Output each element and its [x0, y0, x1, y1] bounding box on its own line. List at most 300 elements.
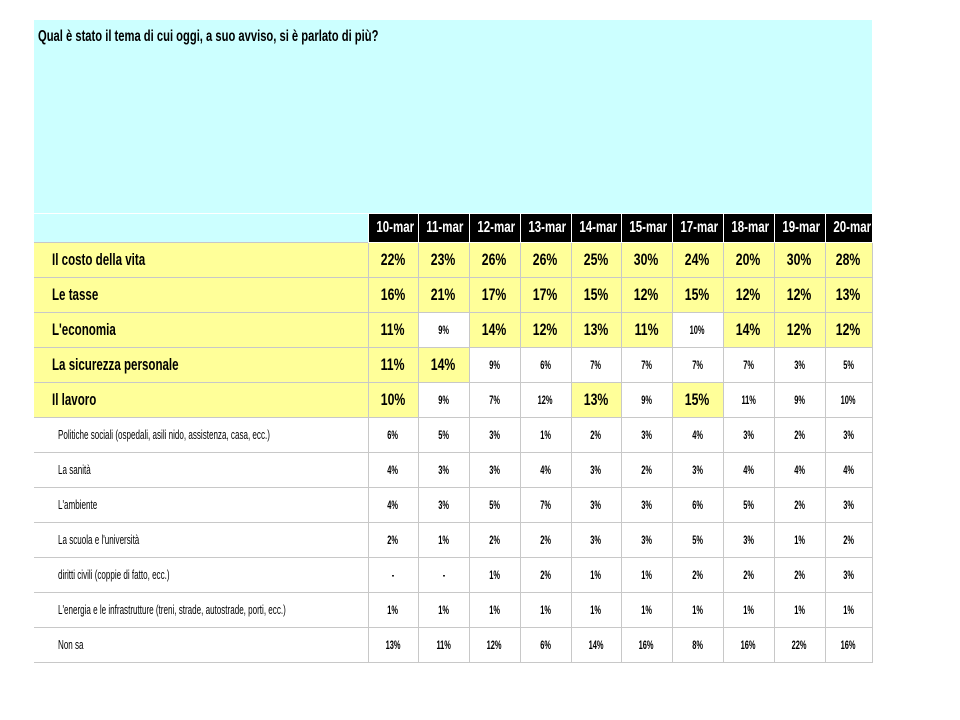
column-header-label: 10-mar	[375, 219, 414, 236]
value-cell	[571, 488, 621, 523]
column-header-label: 18-mar	[730, 219, 769, 236]
value-cell	[368, 313, 418, 348]
cell-value: 12%	[787, 285, 812, 304]
cell-value: 28%	[836, 250, 861, 269]
value-cell	[571, 593, 621, 628]
cell-value: 3%	[489, 463, 500, 477]
value-cell	[621, 593, 672, 628]
cell-value: 13%	[583, 320, 609, 339]
cell-value: 21%	[431, 285, 456, 304]
value-cell	[825, 453, 872, 488]
row-label: Le tasse	[52, 285, 99, 304]
value-cell	[418, 453, 469, 488]
value-cell	[520, 628, 571, 663]
cell-value: 4%	[387, 498, 399, 512]
cell-value: 3%	[743, 533, 754, 547]
cell-value: 11%	[741, 393, 756, 407]
cell-value: 10%	[841, 393, 856, 407]
cell-value: 2%	[590, 428, 602, 442]
value-cell	[672, 523, 723, 558]
value-cell	[418, 348, 469, 383]
cell-value: 11%	[381, 355, 405, 374]
value-cell	[723, 348, 774, 383]
cell-value: 1%	[438, 603, 449, 617]
cell-value: 4%	[843, 463, 854, 477]
value-cell	[621, 313, 672, 348]
value-cell	[418, 278, 469, 313]
cell-value: 16%	[741, 638, 756, 652]
table-row	[34, 558, 872, 593]
value-cell	[723, 313, 774, 348]
value-cell	[621, 628, 672, 663]
row-label-cell	[34, 243, 368, 278]
column-header-label: 15-mar	[628, 219, 667, 236]
value-cell	[520, 418, 571, 453]
cell-value: 1%	[489, 603, 500, 617]
value-cell	[571, 243, 621, 278]
cell-value: 2%	[489, 533, 500, 547]
cell-value: 15%	[685, 285, 710, 304]
cell-value: 1%	[692, 603, 703, 617]
value-cell	[418, 243, 469, 278]
value-cell	[621, 523, 672, 558]
value-cell	[368, 523, 418, 558]
cell-value: 12%	[634, 285, 659, 304]
row-label: diritti civili (coppie di fatto, ecc.)	[58, 567, 170, 582]
value-cell	[621, 383, 672, 418]
cell-value: 24%	[685, 250, 710, 269]
column-header-label: 11-mar	[425, 219, 463, 236]
cell-value: 7%	[641, 358, 652, 372]
value-cell	[571, 348, 621, 383]
row-label: L'economia	[52, 320, 116, 339]
cell-value: 6%	[387, 428, 399, 442]
table-row	[34, 453, 872, 488]
value-cell	[723, 278, 774, 313]
header-blank-cell	[34, 214, 368, 243]
row-label-cell	[34, 278, 368, 313]
cell-value: 1%	[590, 603, 602, 617]
cell-value: 15%	[583, 285, 609, 304]
cell-value: 16%	[380, 285, 406, 304]
value-cell	[774, 523, 825, 558]
value-cell	[723, 418, 774, 453]
results-table	[34, 213, 873, 663]
cell-value: 3%	[794, 358, 805, 372]
value-cell	[368, 278, 418, 313]
value-cell	[672, 593, 723, 628]
cell-value: 22%	[792, 638, 807, 652]
value-cell	[368, 628, 418, 663]
value-cell	[469, 383, 520, 418]
value-cell	[774, 313, 825, 348]
value-cell	[621, 243, 672, 278]
value-cell	[723, 453, 774, 488]
cell-value: 5%	[692, 533, 703, 547]
row-label-cell	[34, 383, 368, 418]
value-cell	[368, 558, 418, 593]
cell-value: 17%	[533, 285, 558, 304]
cell-value: 5%	[743, 498, 754, 512]
column-header	[571, 214, 621, 243]
value-cell	[825, 593, 872, 628]
row-label-cell	[34, 593, 368, 628]
value-cell	[825, 278, 872, 313]
cell-value: 5%	[843, 358, 854, 372]
cell-value: 2%	[540, 568, 551, 582]
value-cell	[520, 523, 571, 558]
row-label-cell	[34, 453, 368, 488]
cell-value: 1%	[590, 568, 602, 582]
cell-value: 3%	[843, 568, 854, 582]
value-cell	[723, 558, 774, 593]
row-label: Il lavoro	[52, 390, 97, 409]
cell-value: 13%	[836, 285, 861, 304]
cell-value: 1%	[843, 603, 854, 617]
value-cell	[469, 523, 520, 558]
cell-value: 1%	[641, 568, 652, 582]
cell-value: 7%	[489, 393, 500, 407]
value-cell	[368, 488, 418, 523]
value-cell	[368, 418, 418, 453]
cell-value: 13%	[583, 390, 609, 409]
row-label: La sanità	[58, 462, 91, 477]
row-label-cell	[34, 628, 368, 663]
table-row	[34, 593, 872, 628]
cell-value: 3%	[641, 533, 652, 547]
value-cell	[774, 628, 825, 663]
value-cell	[825, 313, 872, 348]
cell-value: 9%	[438, 393, 449, 407]
cell-value: 2%	[540, 533, 551, 547]
value-cell	[723, 488, 774, 523]
column-header	[418, 214, 469, 243]
column-header	[825, 214, 872, 243]
cell-value: 4%	[692, 428, 703, 442]
column-header-label: 17-mar	[679, 219, 718, 236]
value-cell	[723, 628, 774, 663]
cell-value: 8%	[692, 638, 703, 652]
cell-value: 7%	[590, 358, 602, 372]
value-cell	[825, 383, 872, 418]
value-cell	[571, 523, 621, 558]
cell-value: 9%	[794, 393, 805, 407]
cell-value: 1%	[438, 533, 449, 547]
value-cell	[418, 418, 469, 453]
cell-value: 3%	[590, 463, 602, 477]
cell-value: 3%	[843, 498, 854, 512]
cell-value: 9%	[438, 323, 449, 337]
cell-value: 3%	[692, 463, 703, 477]
cell-value: -	[391, 568, 395, 582]
value-cell	[520, 453, 571, 488]
value-cell	[520, 243, 571, 278]
table-row	[34, 418, 872, 453]
value-cell	[774, 488, 825, 523]
cell-value: -	[442, 568, 445, 582]
row-label: La sicurezza personale	[52, 355, 179, 374]
value-cell	[571, 628, 621, 663]
value-cell	[825, 348, 872, 383]
value-cell	[418, 593, 469, 628]
value-cell	[571, 453, 621, 488]
cell-value: 14%	[482, 320, 507, 339]
value-cell	[469, 243, 520, 278]
row-label-cell	[34, 558, 368, 593]
table-row	[34, 278, 872, 313]
cell-value: 14%	[736, 320, 761, 339]
row-label: L'energia e le infrastrutture (treni, strade, autostrade, porti, ecc.)	[58, 602, 286, 617]
row-label-cell	[34, 523, 368, 558]
cell-value: 26%	[482, 250, 507, 269]
value-cell	[825, 488, 872, 523]
cell-value: 20%	[736, 250, 761, 269]
cell-value: 1%	[641, 603, 652, 617]
column-header-label: 19-mar	[781, 219, 820, 236]
value-cell	[368, 383, 418, 418]
value-cell	[774, 243, 825, 278]
cell-value: 2%	[794, 568, 805, 582]
value-cell	[418, 523, 469, 558]
value-cell	[672, 453, 723, 488]
cell-value: 12%	[533, 320, 558, 339]
row-label: Non sa	[58, 637, 84, 652]
cell-value: 12%	[487, 638, 502, 652]
value-cell	[774, 593, 825, 628]
cell-value: 1%	[489, 568, 500, 582]
value-cell	[672, 313, 723, 348]
cell-value: 3%	[641, 428, 652, 442]
cell-value: 11%	[436, 638, 451, 652]
value-cell	[469, 628, 520, 663]
value-cell	[825, 523, 872, 558]
cell-value: 2%	[794, 428, 805, 442]
cell-value: 1%	[387, 603, 399, 617]
value-cell	[672, 278, 723, 313]
value-cell	[520, 558, 571, 593]
value-cell	[723, 243, 774, 278]
column-header-label: 12-mar	[476, 219, 515, 236]
cell-value: 3%	[489, 428, 500, 442]
cell-value: 6%	[692, 498, 703, 512]
cell-value: 12%	[538, 393, 553, 407]
value-cell	[621, 453, 672, 488]
cell-value: 2%	[843, 533, 854, 547]
value-cell	[621, 278, 672, 313]
cell-value: 2%	[794, 498, 805, 512]
cell-value: 10%	[690, 323, 705, 337]
value-cell	[571, 278, 621, 313]
cell-value: 13%	[385, 638, 401, 652]
value-cell	[672, 628, 723, 663]
cell-value: 16%	[841, 638, 856, 652]
cell-value: 30%	[634, 250, 659, 269]
cell-value: 1%	[540, 603, 551, 617]
value-cell	[571, 558, 621, 593]
column-header-label: 20-mar	[832, 219, 871, 236]
value-cell	[418, 628, 469, 663]
value-cell	[774, 558, 825, 593]
cell-value: 6%	[540, 638, 551, 652]
cell-value: 11%	[634, 320, 659, 339]
cell-value: 3%	[438, 498, 449, 512]
table-row	[34, 383, 872, 418]
cell-value: 11%	[381, 320, 405, 339]
column-header	[723, 214, 774, 243]
row-label-cell	[34, 488, 368, 523]
value-cell	[825, 418, 872, 453]
cell-value: 12%	[736, 285, 761, 304]
value-cell	[368, 243, 418, 278]
value-cell	[520, 278, 571, 313]
value-cell	[723, 593, 774, 628]
cell-value: 4%	[743, 463, 754, 477]
value-cell	[571, 383, 621, 418]
value-cell	[571, 418, 621, 453]
spreadsheet	[34, 20, 872, 665]
value-cell	[672, 348, 723, 383]
value-cell	[469, 558, 520, 593]
row-label-cell	[34, 313, 368, 348]
value-cell	[774, 278, 825, 313]
value-cell	[418, 313, 469, 348]
cell-value: 2%	[692, 568, 703, 582]
column-header-label: 14-mar	[578, 219, 617, 236]
value-cell	[520, 313, 571, 348]
value-cell	[418, 383, 469, 418]
value-cell	[774, 383, 825, 418]
value-cell	[520, 383, 571, 418]
cell-value: 3%	[590, 498, 602, 512]
row-label: La scuola e l'università	[58, 532, 140, 547]
table-row	[34, 348, 872, 383]
cell-value: 10%	[380, 390, 406, 409]
row-label: Il costo della vita	[52, 250, 146, 269]
row-label: Politiche sociali (ospedali, asili nido, assistenza, casa, ecc.)	[58, 427, 270, 442]
value-cell	[621, 488, 672, 523]
cell-value: 5%	[489, 498, 500, 512]
value-cell	[621, 418, 672, 453]
table-row	[34, 523, 872, 558]
value-cell	[469, 593, 520, 628]
value-cell	[825, 558, 872, 593]
value-cell	[469, 488, 520, 523]
value-cell	[825, 243, 872, 278]
cell-value: 12%	[787, 320, 812, 339]
value-cell	[774, 453, 825, 488]
value-cell	[418, 558, 469, 593]
value-cell	[621, 348, 672, 383]
value-cell	[672, 243, 723, 278]
row-label-cell	[34, 418, 368, 453]
value-cell	[774, 348, 825, 383]
value-cell	[672, 558, 723, 593]
cell-value: 1%	[743, 603, 754, 617]
cell-value: 4%	[794, 463, 805, 477]
value-cell	[520, 488, 571, 523]
column-header	[774, 214, 825, 243]
question-title: Qual è stato il tema di cui oggi, a suo avviso, si è parlato di più?	[38, 28, 379, 45]
cell-value: 17%	[482, 285, 507, 304]
cell-value: 3%	[590, 533, 602, 547]
cell-value: 14%	[588, 638, 604, 652]
column-header	[368, 214, 418, 243]
value-cell	[672, 383, 723, 418]
column-header-label: 13-mar	[527, 219, 566, 236]
cell-value: 2%	[641, 463, 652, 477]
cell-value: 9%	[641, 393, 652, 407]
table-row	[34, 243, 872, 278]
cell-value: 4%	[540, 463, 551, 477]
table-row	[34, 313, 872, 348]
value-cell	[520, 348, 571, 383]
cell-value: 1%	[794, 533, 805, 547]
value-cell	[723, 523, 774, 558]
column-header	[520, 214, 571, 243]
cell-value: 1%	[540, 428, 551, 442]
cell-value: 25%	[583, 250, 609, 269]
value-cell	[418, 488, 469, 523]
row-label: L'ambiente	[58, 497, 98, 512]
cell-value: 12%	[836, 320, 861, 339]
value-cell	[672, 418, 723, 453]
value-cell	[825, 628, 872, 663]
value-cell	[469, 418, 520, 453]
cell-value: 3%	[743, 428, 754, 442]
column-header	[672, 214, 723, 243]
cell-value: 16%	[639, 638, 654, 652]
value-cell	[368, 453, 418, 488]
cell-value: 9%	[489, 358, 500, 372]
cell-value: 15%	[685, 390, 710, 409]
cell-value: 7%	[692, 358, 703, 372]
cell-value: 2%	[387, 533, 399, 547]
cell-value: 26%	[533, 250, 558, 269]
row-label-cell	[34, 348, 368, 383]
cell-value: 3%	[438, 463, 449, 477]
cell-value: 7%	[743, 358, 754, 372]
column-header	[621, 214, 672, 243]
cell-value: 6%	[540, 358, 551, 372]
value-cell	[723, 383, 774, 418]
value-cell	[672, 488, 723, 523]
cell-value: 14%	[431, 355, 456, 374]
cell-value: 5%	[438, 428, 449, 442]
cell-value: 2%	[743, 568, 754, 582]
cell-value: 23%	[431, 250, 456, 269]
cell-value: 1%	[794, 603, 805, 617]
cell-value: 4%	[387, 463, 399, 477]
header-row	[34, 214, 872, 243]
value-cell	[774, 418, 825, 453]
value-cell	[469, 348, 520, 383]
table-row	[34, 628, 872, 663]
value-cell	[469, 453, 520, 488]
cell-value: 3%	[641, 498, 652, 512]
value-cell	[520, 593, 571, 628]
cell-value: 7%	[540, 498, 551, 512]
cell-value: 30%	[787, 250, 812, 269]
cell-value: 3%	[843, 428, 854, 442]
cell-value: 22%	[380, 250, 406, 269]
value-cell	[469, 278, 520, 313]
value-cell	[571, 313, 621, 348]
value-cell	[469, 313, 520, 348]
value-cell	[368, 593, 418, 628]
column-header	[469, 214, 520, 243]
table-row	[34, 488, 872, 523]
value-cell	[368, 348, 418, 383]
